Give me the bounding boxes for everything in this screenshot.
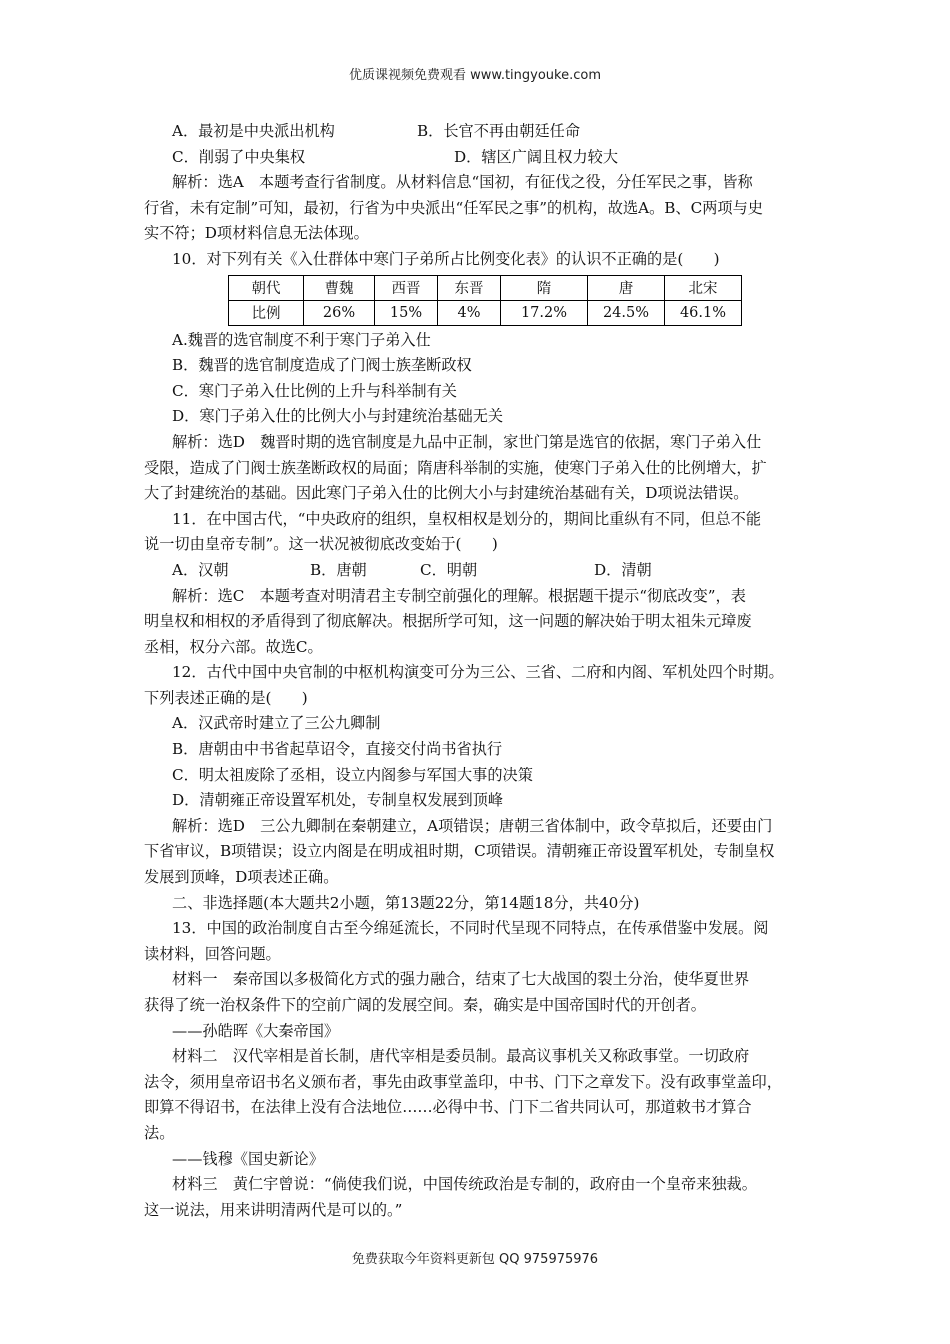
- table-cell: 北宋: [665, 275, 742, 300]
- q9-analysis-line: 解析：选A 本题考查行省制度。从材料信息“国初，有征伐之役，分任军民之事，皆称: [172, 173, 753, 192]
- q13-material-line: 材料三 黄仁宇曾说：“倘使我们说，中国传统政治是专制的，政府由一个皇帝来独裁。: [172, 1175, 757, 1194]
- q12-option-c: C．明太祖废除了丞相，设立内阁参与军国大事的决策: [172, 765, 533, 784]
- q11-stem-line: 11．在中国古代，“中央政府的组织，皇权相权是划分的，期间比重纵有不同，但总不能: [172, 509, 762, 528]
- table-cell: 26%: [304, 300, 375, 325]
- q13-material-line: 获得了统一治权条件下的空前广阔的发展空间。秦，确实是中国帝国时代的开创者。: [144, 996, 706, 1014]
- q10-analysis-line: 受限，造成了门阀士族垄断政权的局面；隋唐科举制的实施，使寒门子弟入仕的比例增大，扩: [144, 458, 767, 477]
- q11-analysis-line: 丞相，权分六部。故选C。: [144, 637, 323, 656]
- q10-stem: 10．对下列有关《入仕群体中寒门子弟所占比例变化表》的认识不正确的是( ): [172, 249, 720, 268]
- q13-material-line: 材料一 秦帝国以多极简化方式的强力融合，结束了七大战国的裂土分治，使华夏世界: [172, 970, 750, 989]
- q12-analysis-line: 下省审议，B项错误；设立内阁是在明成祖时期，C项错误。清朝雍正帝设置军机处，专制皇权: [144, 842, 775, 861]
- q11-option-c: C．明朝: [420, 560, 478, 579]
- q12-stem-line: 12．古代中国中央官制的中枢机构演变可分为三公、三省、二府和内阁、军机处四个时期。: [172, 663, 784, 682]
- q11-stem-line: 说一切由皇帝专制”。这一状况被彻底改变始于( ): [144, 535, 498, 554]
- q12-option-a: A．汉武帝时建立了三公九卿制: [172, 714, 381, 733]
- table-cell: 唐: [588, 275, 665, 300]
- q12-analysis-line: 发展到顶峰，D项表述正确。: [144, 868, 339, 887]
- table-cell: 17.2%: [501, 300, 588, 325]
- table-cell: 24.5%: [588, 300, 665, 325]
- q10-option-c: C．寒门子弟入仕比例的上升与科举制有关: [172, 381, 457, 400]
- q9-options-row2: [172, 145, 812, 171]
- q10-option-b: B．魏晋的选官制度造成了门阀士族垄断政权: [172, 356, 472, 375]
- table-cell: 4%: [438, 300, 501, 325]
- q13-material-source: ——钱穆《国史新论》: [172, 1149, 324, 1168]
- q11-option-d: D．清朝: [594, 560, 652, 579]
- table-cell: 东晋: [438, 275, 501, 300]
- q9-option-c: C．削弱了中央集权: [172, 147, 306, 166]
- table-cell: 隋: [501, 275, 588, 300]
- q10-ratio-table: [228, 275, 742, 326]
- table-cell: 西晋: [375, 275, 438, 300]
- table-cell: 朝代: [229, 275, 304, 300]
- q10-option-a: A.魏晋的选官制度不利于寒门子弟入仕: [172, 330, 431, 349]
- q9-option-b: B．长官不再由朝廷任命: [417, 122, 581, 140]
- q12-stem-line: 下列表述正确的是( ): [144, 688, 308, 707]
- q9-option-d: D．辖区广阔且权力较大: [454, 147, 619, 166]
- table-cell: 曹魏: [304, 275, 375, 300]
- q13-material-source: ——孙皓晖《大秦帝国》: [172, 1021, 340, 1040]
- q13-material-line: 即算不得诏书，在法律上没有合法地位……必得中书、门下二省共同认可，那道敕书才算合: [144, 1098, 752, 1117]
- q13-material-line: 法。: [144, 1123, 175, 1142]
- q9-analysis-line: 实不符；D项材料信息无法体现。: [144, 224, 369, 243]
- q12-analysis-line: 解析：选D 三公九卿制在秦朝建立，A项错误；唐朝三省体制中，政令草拟后，还要由门: [172, 816, 773, 835]
- table-cell: 比例: [229, 300, 304, 325]
- q12-option-d: D．清朝雍正帝设置军机处，专制皇权发展到顶峰: [172, 791, 504, 810]
- q13-stem-line: 13．中国的政治制度自古至今绵延流长，不同时代呈现不同特点，在传承借鉴中发展。阅: [172, 919, 769, 938]
- section-heading: 二、非选择题(本大题共2小题，第13题22分，第14题18分，共40分): [172, 893, 640, 912]
- q9-options-row1: [172, 119, 812, 145]
- q13-material-line: 材料二 汉代宰相是首长制，唐代宰相是委员制。最高议事机关又称政事堂。一切政府: [172, 1047, 750, 1066]
- table-cell: 15%: [375, 300, 438, 325]
- page-header: 优质课视频免费观看 www.tingyouke.com: [348, 68, 601, 83]
- table-header-row: [229, 275, 742, 300]
- q10-analysis-line: 解析：选D 魏晋时期的选官制度是九品中正制，家世门第是选官的依据，寒门子弟入仕: [172, 432, 762, 451]
- q9-analysis-line: 行省，未有定制”可知，最初，行省为中央派出“任军民之事”的机构，故选A。B、C两项与史: [144, 198, 763, 217]
- q10-option-d: D．寒门子弟入仕的比例大小与封建统治基础无关: [172, 407, 504, 426]
- q11-analysis-line: 明皇权和相权的矛盾得到了彻底解决。根据所学可知，这一问题的解决始于明太祖朱元璋废: [144, 612, 752, 631]
- q10-analysis-line: 大了封建统治的基础。因此寒门子弟入仕的比例大小与封建统治基础有关，D项说法错误。: [144, 484, 749, 503]
- q11-option-b: B．唐朝: [310, 560, 367, 579]
- q11-options-row: [172, 558, 812, 584]
- page-footer: 免费获取今年资料更新包 QQ 975975976: [351, 1252, 599, 1267]
- q12-option-b: B．唐朝由中书省起草诏令，直接交付尚书省执行: [172, 740, 503, 759]
- q11-analysis-line: 解析：选C 本题考查对明清君主专制空前强化的理解。根据题干提示“彻底改变”，表: [172, 586, 746, 605]
- q11-option-a: A．汉朝: [172, 560, 229, 579]
- q13-stem-line: 读材料，回答问题。: [144, 944, 281, 963]
- table-row: [229, 300, 742, 325]
- q13-material-line: 这一说法，用来讲明清两代是可以的。”: [144, 1200, 403, 1219]
- page-content: [144, 119, 812, 1223]
- q9-option-a: A．最初是中央派出机构: [172, 122, 335, 140]
- q13-material-line: 法令，须用皇帝诏书名义颁布者，事先由政事堂盖印，中书、门下之章发下。没有政事堂盖印，: [144, 1072, 782, 1091]
- table-cell: 46.1%: [665, 300, 742, 325]
